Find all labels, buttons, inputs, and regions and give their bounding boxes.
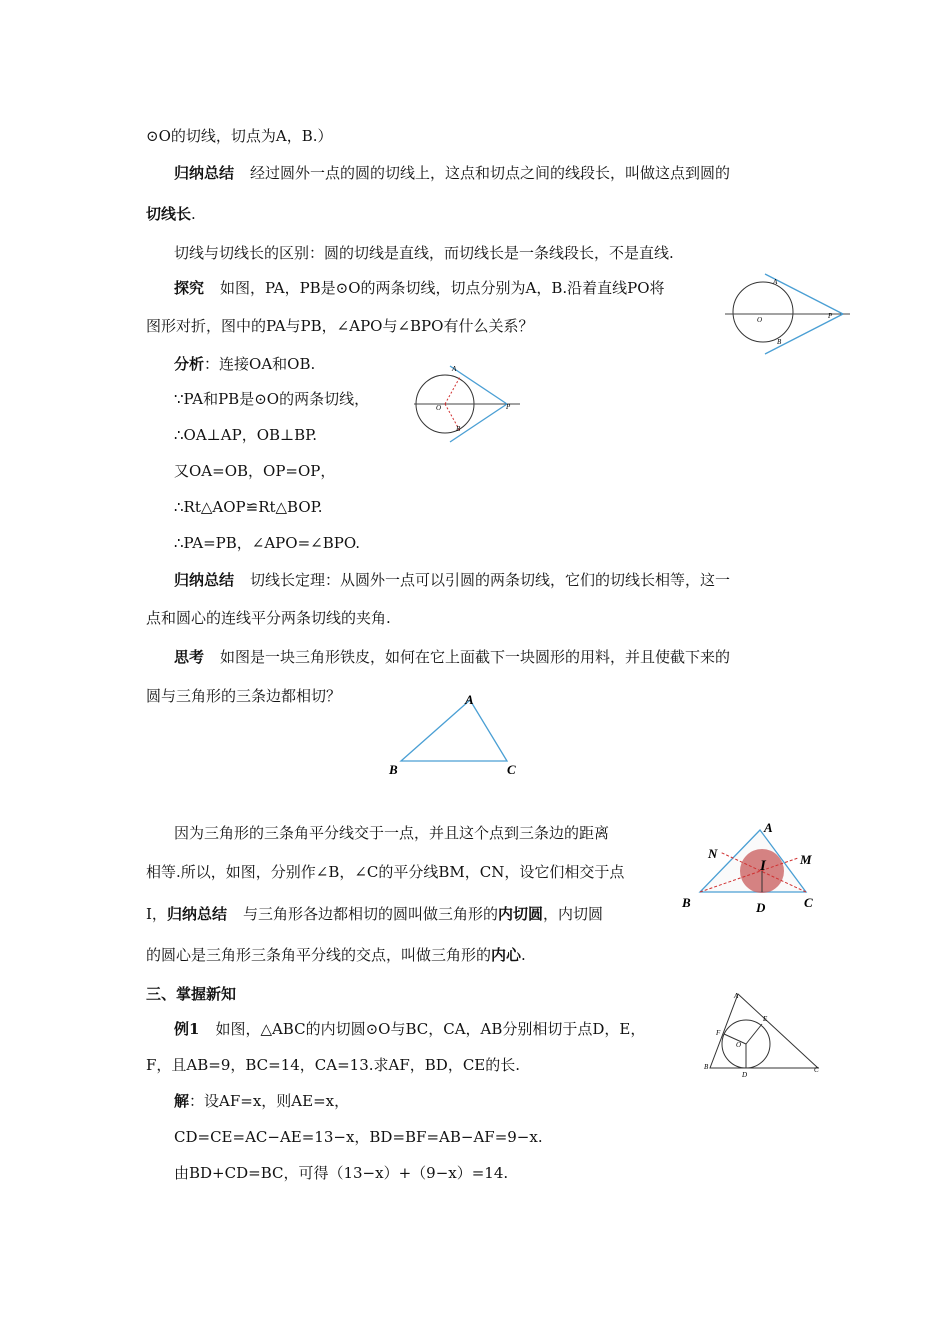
label-o: O [757, 316, 763, 324]
summary-text: 切线长定理：从圆外一点可以引圆的两条切线，它们的切线长相等，这一 [250, 571, 731, 589]
text-line: 由BD+CD=BC，可得（13−x）+（9−x）=14. [174, 1164, 509, 1182]
explore-label: 探究 [174, 279, 205, 297]
figure-triangle [385, 690, 535, 780]
figure-analysis [412, 364, 527, 442]
term-tangent-length: 切线长 [146, 205, 192, 223]
period: . [191, 205, 196, 223]
explore-text: 如图，PA，PB是⊙O的两条切线，切点分别为A，B.沿着直线PO将 [220, 279, 665, 297]
label-b: B [456, 425, 461, 433]
text-line: 因为三角形的三条角平分线交于一点，并且这个点到三条边的距离 [174, 824, 610, 842]
text: . [521, 946, 526, 964]
analysis [174, 354, 315, 374]
solution-label: 解 [174, 1092, 190, 1110]
text-line: F，且AB=9，BC=14，CA=13.求AF，BD，CE的长. [146, 1056, 521, 1074]
summary-1 [174, 163, 730, 183]
analysis-text: ：连接OA和OB. [204, 355, 316, 373]
figure-incircle [680, 818, 830, 918]
text-line: ∴PA=PB，∠APO=∠BPO. [174, 534, 361, 552]
label-b: B [682, 895, 691, 910]
label-a: A [773, 278, 778, 286]
label-b: B [704, 1063, 709, 1071]
term-incircle: 内切圆 [497, 905, 543, 923]
think-label: 思考 [174, 648, 205, 666]
label-p: P [506, 403, 511, 411]
label-a: A [764, 820, 773, 835]
label-a: A [465, 692, 474, 707]
text-line: 点和圆心的连线平分两条切线的夹角. [146, 609, 391, 627]
explore [174, 278, 665, 298]
text: I， [146, 905, 167, 923]
label-c: C [814, 1066, 819, 1074]
summary-label: 归纳总结 [166, 905, 227, 923]
incircle-def [146, 904, 603, 924]
label-i: I [760, 858, 766, 874]
label-o: O [436, 404, 442, 412]
section-title: 三、掌握新知 [146, 985, 237, 1003]
label-m: M [800, 852, 812, 867]
incircle-def-cont [146, 945, 526, 965]
summary-label: 归纳总结 [174, 164, 235, 182]
solution-text: ：设AF=x，则AE=x， [189, 1092, 350, 1110]
label-d: D [756, 900, 766, 915]
summary-text: 经过圆外一点的圆的切线上，这点和切点之间的线段长，叫做这点到圆的 [250, 164, 731, 182]
text-line: ∵PA和PB是⊙O的两条切线， [174, 390, 370, 408]
summary-2 [174, 570, 730, 590]
label-o: O [736, 1041, 742, 1049]
label-a: A [734, 992, 739, 1000]
text: 的圆心是三角形三条角平分线的交点，叫做三角形的 [146, 946, 492, 964]
text-line: 又OA=OB，OP=OP， [174, 462, 336, 480]
label-d: D [742, 1071, 748, 1079]
label-b: B [777, 338, 782, 346]
label-n: N [708, 846, 718, 861]
text-line: 圆与三角形的三条边都相切？ [146, 687, 342, 705]
text-line: 切线与切线长的区别：圆的切线是直线，而切线长是一条线段长，不是直线. [174, 244, 674, 262]
label-b: B [389, 762, 398, 777]
text: 与三角形各边都相切的圆叫做三角形的 [242, 905, 498, 923]
text-line: ⊙O的切线，切点为A，B.） [146, 127, 333, 145]
text: ，内切圆 [542, 905, 603, 923]
think-text: 如图是一块三角形铁皮，如何在它上面截下一块圆形的用料，并且使截下来的 [220, 648, 731, 666]
summary-1-cont [146, 204, 196, 224]
label-p: P [828, 312, 833, 320]
label-f: F [716, 1029, 721, 1037]
example-label: 例1 [174, 1020, 200, 1038]
figure-tangent-lengths [725, 272, 855, 352]
label-c: C [804, 895, 813, 910]
label-e: E [763, 1015, 768, 1023]
text-line: 图形对折，图中的PA与PB，∠APO与∠BPO有什么关系？ [146, 317, 534, 335]
text-line: ∴Rt△AOP≌Rt△BOP. [174, 498, 323, 516]
text-line: 相等.所以，如图，分别作∠B，∠C的平分线BM，CN，设它们相交于点 [146, 863, 625, 881]
text-line: CD=CE=AC−AE=13−x，BD=BF=AB−AF=9−x. [174, 1128, 543, 1146]
summary-label: 归纳总结 [174, 571, 235, 589]
label-c: C [507, 762, 516, 777]
example-text: 如图，△ABC的内切圆⊙O与BC，CA，AB分别相切于点D，E， [215, 1020, 646, 1038]
analysis-label: 分析 [174, 355, 205, 373]
solution [174, 1091, 349, 1111]
text-line: ∴OA⊥AP，OB⊥BP. [174, 426, 317, 444]
term-incenter: 内心 [491, 946, 522, 964]
think [174, 647, 730, 667]
section-heading [146, 984, 236, 1004]
example-1 [174, 1019, 645, 1039]
label-a: A [452, 365, 457, 373]
figure-example [700, 990, 830, 1080]
